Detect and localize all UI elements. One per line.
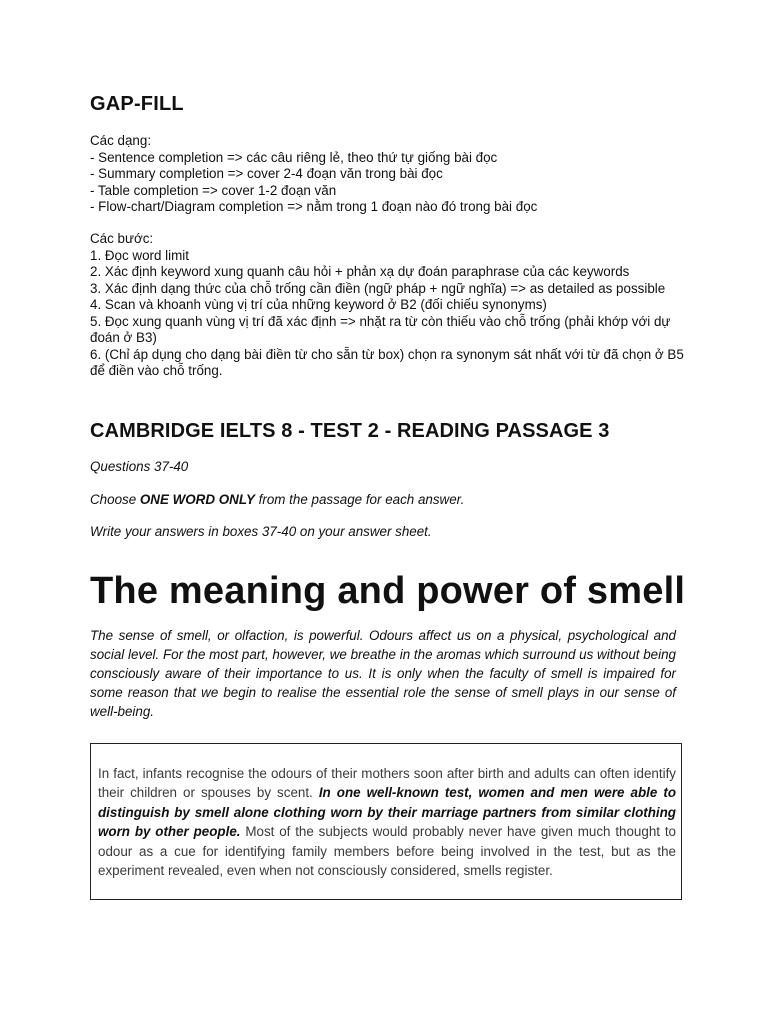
choose-suffix: from the passage for each answer. — [254, 492, 465, 507]
excerpt-after: Most of the subjects would probably never have given much thought to odour as a cue for identifying family members before being involved in the test, but as the experiment revealed, even when not consciously considered, smells register. — [98, 824, 677, 879]
cambridge-heading: CAMBRIDGE IELTS 8 - TEST 2 - READING PASSAGE 3 — [90, 420, 610, 442]
types-label: Các dạng: — [90, 133, 152, 148]
gapfill-heading: GAP-FILL — [90, 93, 184, 115]
excerpt-before: In fact, infants recognise the odours of their mothers soon after birth and adults can often identify their children or spouses by scent. — [98, 766, 676, 801]
questions-range: Questions 37-40 — [90, 459, 189, 474]
step-item: 6. (Chỉ áp dụng cho dạng bài điền từ cho sẵn từ box) chọn ra synonym sát nhất với từ đã chọn ở B5 để điền vào chỗ trống. — [90, 346, 684, 378]
excerpt-highlight: In one well-known test, women and men were able to distinguish by smell alone clothing worn by their marriage partners from similar clothing worn by other people. — [98, 785, 676, 840]
step-item: 1. Đọc word limit — [90, 247, 189, 263]
excerpt-paragraph — [98, 764, 676, 880]
steps-section — [90, 231, 685, 380]
choose-instruction — [90, 492, 464, 507]
type-item: - Flow-chart/Diagram completion => nằm trong 1 đoạn nào đó trong bài đọc — [90, 199, 538, 214]
write-instruction: Write your answers in boxes 37-40 on your answer sheet. — [90, 524, 432, 539]
passage-title: The meaning and power of smell — [90, 570, 686, 612]
excerpt-box — [90, 743, 682, 900]
step-item: 4. Scan và khoanh vùng vị trí của những keyword ở B2 (đối chiếu synonyms) — [90, 297, 547, 312]
steps-label: Các bước: — [90, 231, 154, 246]
question-types-section — [90, 133, 685, 216]
type-item: - Table completion => cover 1-2 đoạn văn — [90, 182, 337, 198]
choose-prefix: Choose — [90, 492, 140, 507]
type-item: - Sentence completion => các câu riêng lẻ, theo thứ tự giống bài đọc — [90, 149, 498, 165]
step-item: 3. Xác định dạng thức của chỗ trống cần điền (ngữ pháp + ngữ nghĩa) => as detailed as possible — [90, 280, 666, 296]
step-item: 5. Đọc xung quanh vùng vị trí đã xác định => nhặt ra từ còn thiếu vào chỗ trống (phải khớp với dự đoán ở B3) — [90, 313, 671, 345]
step-item: 2. Xác định keyword xung quanh câu hỏi + phản xạ dự đoán paraphrase của các keywords — [90, 264, 630, 279]
passage-intro: The sense of smell, or olfaction, is powerful. Odours affect us on a physical, psychological and social level. For the most part, however, we breathe in the aromas which surround us without being consciously aware of their importance to us. It is only when the faculty of smell is impaired for some reason that we begin to realise the essential role the sense of smell plays in our sense of well-being. — [90, 628, 676, 719]
choose-emphasis: ONE WORD ONLY — [139, 492, 255, 507]
type-item: - Summary completion => cover 2-4 đoạn văn trong bài đọc — [90, 166, 443, 181]
